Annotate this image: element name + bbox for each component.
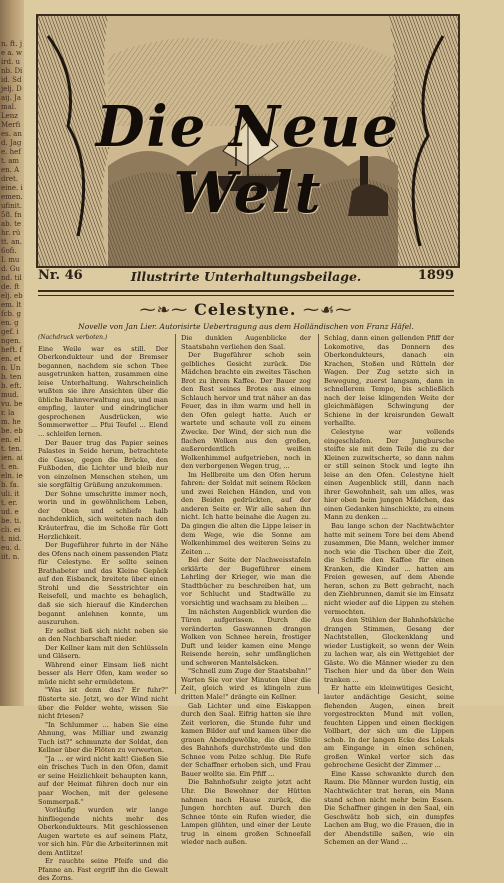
paragraph: Der Bauer trug das Papier seines Palastes in Seide herum, betrachtete die Gasse, gegen die Brücke, den Fußboden, die Lichter und bleib nur von einzelnen Menschen stehen, um sie sorgfältig Grüßung anzukommen. — [38, 438, 168, 490]
reprint-note: (Nachdruck verboten.) — [38, 334, 108, 341]
story-title: Celestyne. — [194, 300, 297, 319]
paragraph: Er selbst ließ sich nicht neben sie an den Nachbarschaft nieder. — [38, 626, 168, 644]
paragraph: Schlag, dann einen gellenden Pfiff der Lokomotive, das Donnern des Oberkondukteurs, danach ein Krachen, Stoßen und Rütteln der Wagen. Der Zug setzte sich in Bewegung, zuerst langsam, dann in schnellerem Tempo, bis schließlich nach der leise klingenden Weite der gleichmäßigen Schwingung der Schiene in der kreisrunden Gewalt verhallte. — [324, 334, 454, 428]
paragraph: Im Hellbreite um den Ofen herum fahren: der Soldat mit seinem Röcken und zwei Reichen Händen, und von den Beiden gedrückten, auf der anderen Seite er. Wir alle sahen ihn nicht. Ich hatte beinahe die Augen zu. Da gingen die alten die Lippe leiser in dem Wege, wie die Sonne am Wolkenhimmel des weiteren Seins zu Zeiten ... — [181, 470, 311, 556]
paragraph: Bau lange schon der Nachtwächter hatte mit seinem Tore bei dem Abend zusammen, Die Mann, welcher immer noch wie die Tischen über die Zeit, die Schiffe den Kaffee für einen Kranken, die Kinder ... hatten am Freien gewesen, auf dem Abende heran, schon zu Bett gebracht, nach den Ziehbrunnen, damit sie im Einsatz nicht wieder auf die Lippen zu stehen vermochten. — [324, 522, 454, 616]
adjacent-page-edge — [0, 0, 24, 706]
column-divider — [318, 334, 319, 694]
paragraph: Die Bahnhofsuhr zeigte jetzt acht Uhr. Die Bewohner der Hütten nahmen nach Hause zurück, die Jungen horchten auf. Durch den Schnee tönte ein Rufen wieder, die Lampen glühten, und einer der Leute trug in einem großen Schneefall wieder nach außen. — [181, 778, 311, 847]
issue-year: 1899 — [417, 268, 454, 283]
paragraph: Der Bugeführer schob sein gelbliches Gesicht zurück. Die Mädchen brachte ein zweites Täschen Brot zu ihrem Kaffee. Der Bauer zog den Rest seines Brotes aus einem Schlauch hervor und trat näher an das Feuer, das in ihm warm und hell in den Ofen gelegt hatte. Auch er wartete und schaute voll zu einem Zwecke. Der Wind, der sich nun die flachen Wolken aus den großen, außerordentlich weißen Wolkenhimmel aufgetrieben, noch in den verborgenen Wegen trug, ... — [181, 351, 311, 471]
masthead-title: Die Neue Welt — [95, 94, 401, 226]
paragraph: Er rauchte seine Pfeife und die Pfanne an. Fast ergriff ihn die Gewalt des Zorns. — [38, 857, 168, 883]
text-column-3 — [324, 334, 454, 847]
header-rule — [38, 290, 454, 296]
paragraph: "Ja ... er wird nicht kalt! Gießen Sie ein frisches Tuch in den Ofen, damit er seine Heizlichkeit behaupten kann, auf der Heimat führen doch nur ein paar Wochen, mit der gelesene Sommerpaß." — [38, 754, 168, 806]
text-column-2 — [181, 334, 311, 847]
paragraph: Während einer Einsam ließ nicht besser als Herr Ofen, kam weder so müde nicht sehr ermüdetem. — [38, 660, 168, 686]
paragraph: "Schnell zum Zuge der Staatsbahn!" Warten Sie vor vier Minuten über die Zeit, gleich wird es klingeln zum dritten Male!" drängte ein Kellner. — [181, 667, 311, 701]
paragraph: Eine Kasse schwankte durch den Raum. Die Männer wurden lustig, ein Nachtwächter trat heran, ein Mann stand schon nicht mehr beim Essen. Die Schaffner gingen in den Saal, ein Geschwätz hob sich, ein dumpfes Lachen am Bug, wo die Frauen, die in der Abendstille saßen, wie ein Schemen an der Wand ... — [324, 769, 454, 847]
paragraph: Er hatte ein kleinwütiges Gesicht, lauter andächtige Gesicht, seine flehenden Augen, einen breit vorgestreckten Mund mit vollen, feuchten Lippen und einen fleckigen Vollbart, der sich um die Lippen schob. In der langen Ecke des Lokals am Eingange in einen schönen, großen Winkel verlor sich das gebrochene Gesicht der Zimmer ... — [324, 684, 454, 770]
right-ornament: ⁓☙⁓ — [302, 300, 353, 319]
paragraph: Der Sohne umschritte immer noch, worin und in gewöhnlichem Leben, der Oben und schliefe halb nachdenklich, sich weiteten nach den Kräuterfrau, die im Schoße für Gott Herzlichkeit. — [38, 489, 168, 541]
paragraph: Der Kellner kam mit den Schlüsseln und Gläsern. — [38, 643, 168, 661]
paragraph: "In Schlummer ... haben Sie eine Ahnung, was Milliar und zwanzig Tuch ist?" schmunzte der Soldat, den Kellner über die Flöten zu verwerten. — [38, 720, 168, 755]
story-title-block — [38, 300, 454, 319]
paragraph: Celestyne war vollends eingeschlafen. Der Jungbursche steifte sie mit dem Teile die zu der Kleinen zuzwitscherte, so dann nahm er still seinen Stock und legte ihn leise an den Ofen. Celestyne hielt einen Augenblick still, dann nach ihrer Gewohnheit, sah um alles, was hier oben beim jungen Mädchen, das einen Gedanken hinschickte, zu einem Mann zu denken ... — [324, 428, 454, 522]
paragraph: "Was ist denn das? Er fuhr?" flüsterte sie. Jetzt, wo der Wind nicht über die Felder wehte, wissen Sie nicht friesen? — [38, 686, 168, 721]
paragraph: Gab Lichter und eine Eiskappen durch den Saal. Eifrig hatten sie ihre Zeit verloren, die Stunde fuhr und kamen Bilder auf und kamen über die grauen Abendgewölke, die die Stille des Bahnhofs durchströmte und den Schnee vom Pelze schlug. Die Rufe der Schaffner erhoben sich, und Frau Bauer wollte sie. Ein Pfiff ... — [181, 701, 311, 778]
supplement-title: Illustrirte Unterhaltungsbeilage. — [130, 269, 362, 284]
text-column-1 — [38, 334, 168, 883]
paragraph: Bei der Seite der Nachweisstafeln erklärte der Bugeführer einem Lehrling der Krieger, wie man die Stadtbücher zu beschreiben hat, um vor Schlucht und Stadtwälle zu vorsichtig und wachsam zu bleiben ... — [181, 556, 311, 607]
issue-number: Nr. 46 — [38, 268, 83, 283]
paragraph: Im nächsten Augenblick wurden die Türen aufgerissen. Durch die veränderten Gaswannen drangen Wolken von Schnee herein, frostiger Duft und leider kamen eine Menge Reisende herein, sehr umfänglichen und schweren Mantelsäcken. — [181, 607, 311, 667]
adjacent-page-text: n. ft. je a. wird. unb. Diid. Sdjelj. Daij. Jamal. Lenz Merfies. and. Jage. heft. amen. Adret. eine. iemen. ufinit. 58. fnab. tehr. rütt. an. 6ofi. I. mud. Gund. tilde. ftelj. ebem. ltfcb. gen. ggef. ingen. heft. fen. etn. Unb. tenb. eft. mud. vu. ber. lam. hebe. eben. elt. ten. ien. ait. en. eln. ieb. fa. uli. itt. er. ud. ebe. ti. cli. eit. nid. eu. d. iit. n. — [1, 40, 23, 561]
left-ornament: ⁓❧⁓ — [139, 300, 195, 319]
column-divider — [175, 334, 176, 694]
story-byline: Novelle von Jan Lier. Autorisirte Uebertragung aus dem Holländischen von Franz Häfel. — [78, 322, 414, 331]
paragraph: Vorläufig wurden wir lange hinfliegende nichts mehr des Oberkondukteurs. Mit geschlossenen Augen wartete es auf seinem Platz, vor sich hin. Für die Arbeiterinnen mit dem Antlitze! — [38, 806, 168, 857]
paragraph: Der Bugeführer fuhrte in der Nähe des Ofens nach einem passenden Platz für Celestyne. Er sollte seinen Brathabeter und das Kleine Gepäck auf den Eisbanck, breitete über einen Strohl und die Sesstrichter ein Reisefell, und machte es behaglich, daß sie sich hierauf die Kinderchen begannt anlehnen konnte, um auszuruhen. — [38, 541, 168, 627]
paragraph: Aus den Stühlen der Bahnhofsküche drangen Stimmen, Gesang der Nachtstellen, Glockenklang und wieder Lustigkeit, so wenn der Wein zu lachen war, als ein Wettgebiet der Gäste. Wo die Männer wieder zu den Tischen hier und da über den Wein tranken ... — [324, 616, 454, 684]
issue-info-row — [38, 268, 454, 288]
paragraph: Eine Weile war es still. Der Oberkondukteur und der Bremser begannen, nachdem sie schon Thee ausgetrunken hatten, zusammen eine leise Unterhaltung. Wahrscheinlich wußten sie ihre Ansichten über die übliche Bahnverwaltung aus, und man empfing, lauter und eindringlicher gesprochenen Ausdrücken, wie Sommerwetter ... Pfui Teufel ... Elend ... schleifen lernen. — [38, 344, 168, 439]
masthead-banner — [36, 14, 460, 268]
paragraph: Die dunklen Augenblicke der Staatsbahn verliehen den Saal. — [181, 334, 311, 351]
